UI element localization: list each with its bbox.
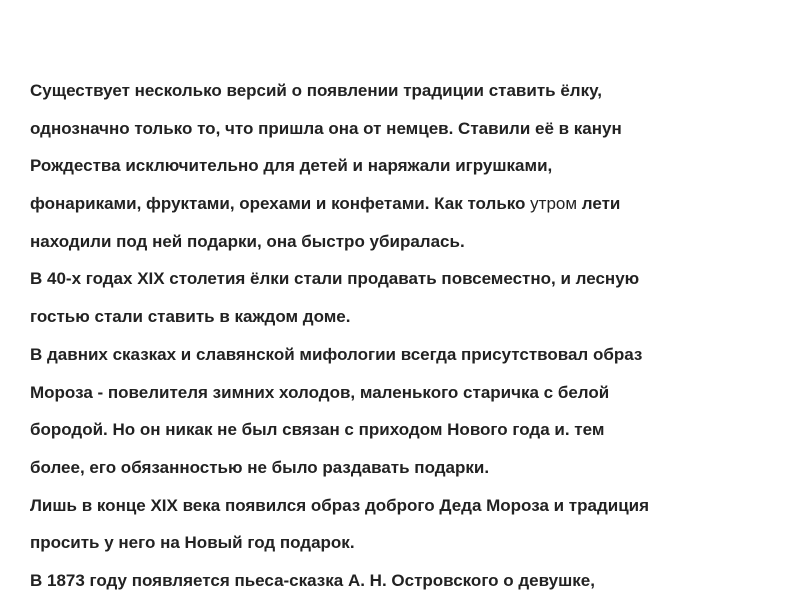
text-line: однозначно только то, что пришла она от немцев. Ставили её в канун [30,118,622,138]
text-line: В 1873 году появляется пьеса-сказка А. Н. Островского о девушке, [30,570,595,590]
body-text [30,76,790,600]
text-line: бородой. Но он никак не был связан с приходом Нового года и. тем [30,420,605,440]
text-line: просить у него на Новый год подарок. [30,533,355,553]
text-run: фонариками, фруктами, орехами и конфетами. Как только [30,194,531,214]
text-line: Мороза - повелителя зимних холодов, маленького старичка с белой [30,382,610,402]
text-line: В давних сказках и славянской мифологии всегда присутствовал образ [30,344,643,364]
text-line: Рождества исключительно для детей и наряжали игрушками, [30,156,553,176]
text-run-regular: утром [530,194,578,214]
text-line: Существует несколько версий о появлении традиции ставить ёлку, [30,81,602,100]
text-line [30,189,790,227]
text-line: более, его обязанностью не было раздавать подарки. [30,457,490,477]
text-line: Лишь в конце XIX века появился образ доброго Деда Мороза и традиция [30,495,650,515]
text-line: В 40-х годах XIX столетия ёлки стали продавать повсеместно, и лесную [30,269,640,289]
text-run: лети [577,194,621,214]
text-line: гостью стали ставить в каждом доме. [30,307,351,327]
text-line: находили под ней подарки, она быстро убиралась. [30,231,465,251]
